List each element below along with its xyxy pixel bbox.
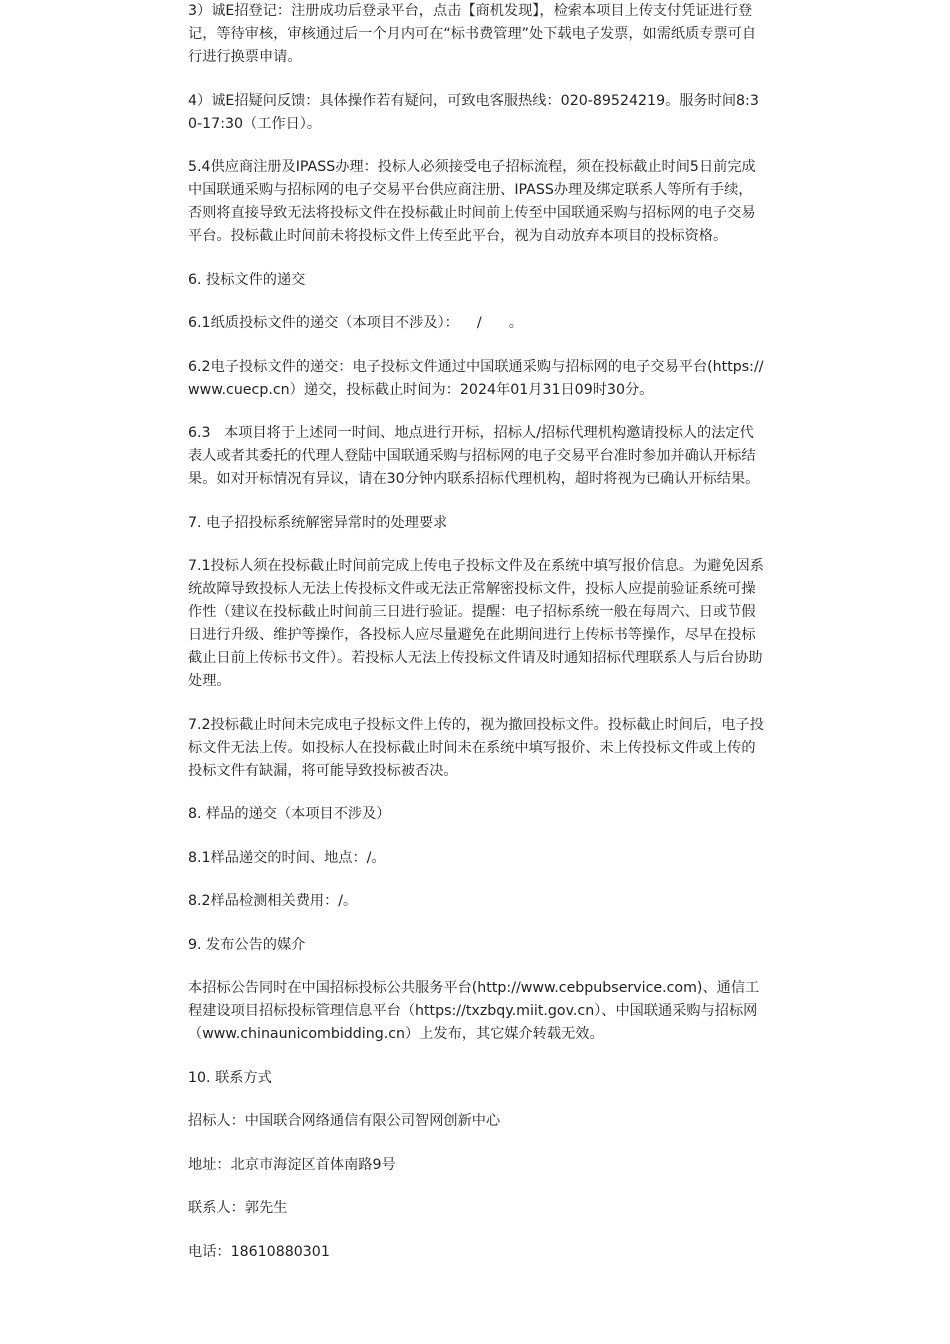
heading-10-contact: 10. 联系方式 — [188, 1069, 272, 1086]
heading-8-samples: 8. 样品的递交（本项目不涉及） — [188, 806, 391, 822]
heading-9-publication-media: 9. 发布公告的媒介 — [188, 936, 306, 953]
para-5-4-supplier-registration: 5.4供应商注册及IPASS办理：投标人必须接受电子招标流程，须在投标截止时间5日前完成中国联通采购与招标网的电子交易平台供应商注册、IPASS办理及绑定联系人等所有手续，否则将直接导致无法将投标文件在投标截止时间前上传至中国联通采购与招标网的电子交易平台。投标截止时间前未将投标文件上传至此平台，视为自动放弃本项目的投标资格。 — [188, 159, 756, 244]
contact-person: 联系人：郭先生 — [188, 1200, 288, 1216]
para-7-2-late-upload: 7.2投标截止时间未完成电子投标文件上传的，视为撤回投标文件。投标截止时间后，电子投标文件无法上传。如投标人在投标截止时间未在系统中填写报价、未上传投标文件或上传的投标文件有缺漏，将可能导致投标被否决。 — [188, 716, 764, 779]
paragraph-payment-registration — [188, 0, 764, 69]
contact-tenderer: 招标人：中国联合网络通信有限公司智网创新中心 — [188, 1113, 501, 1129]
heading-6-bid-submission: 6. 投标文件的递交 — [188, 271, 306, 288]
para-8-2-sample-fees: 8.2样品检测相关费用：/。 — [188, 893, 358, 909]
para-9-publication-platforms: 本招标公告同时在中国招标投标公共服务平台(http://www.cebpubservice.com)、通信工程建设项目招标投标管理信息平台（https://txzbqy.miit.gov.cn）、中国联通采购与招标网（www.chinaunicombidding.cn）上发布，其它媒介转载无效。 — [188, 980, 760, 1042]
para-6-3-bid-opening: 6.3 本项目将于上述同一时间、地点进行开标，招标人/招标代理机构邀请投标人的法定代表人或者其委托的代理人登陆中国联通采购与招标网的电子交易平台准时参加并确认开标结果。如对开标情况有异议，请在30分钟内联系招标代理机构，超时将视为已确认开标结果。 — [188, 425, 760, 487]
para-8-1-sample-time-place: 8.1样品递交的时间、地点：/。 — [188, 849, 386, 866]
contact-address: 地址：北京市海淀区首体南路9号 — [188, 1156, 396, 1173]
para-7-1-upload-requirements: 7.1投标人须在投标截止时间前完成上传电子投标文件及在系统中填写报价信息。为避免因系统故障导致投标人无法上传投标文件或无法正常解密投标文件，投标人应提前验证系统可操作性（建议在投标截止时间前三日进行验证。提醒：电子招标系统一般在每周六、日或节假日进行升级、维护等操作，各投标人应尽量避免在此期间进行上传标书等操作，尽早在投标截止日前上传标书文件）。若投标人无法上传投标文件请及时通知招标代理联系人与后台协助处理。 — [188, 558, 764, 689]
heading-7-decryption-exceptions: 7. 电子招投标系统解密异常时的处理要求 — [188, 514, 448, 531]
para-6-2-electronic-submission: 6.2电子投标文件的递交：电子投标文件通过中国联通采购与招标网的电子交易平台(https://www.cuecp.cn）递交，投标截止时间为：2024年01月31日09时30分。 — [188, 358, 764, 398]
contact-phone: 电话：18610880301 — [188, 1243, 330, 1260]
para-6-1-paper-submission: 6.1纸质投标文件的递交（本项目不涉及）： / 。 — [188, 315, 523, 331]
para-3-registration: 3）诚E招登记：注册成功后登录平台，点击【商机发现】，检索本项目上传支付凭证进行登记，等待审核，审核通过后一个月内可在“标书费管理”处下载电子发票，如需纸质专票可自行进行换票申请。 — [188, 3, 757, 65]
para-4-feedback: 4）诚E招疑问反馈：具体操作若有疑问，可致电客服热线：020-89524219。服务时间8:30-17:30（工作日）。 — [188, 92, 759, 132]
document-body — [188, 0, 764, 1264]
